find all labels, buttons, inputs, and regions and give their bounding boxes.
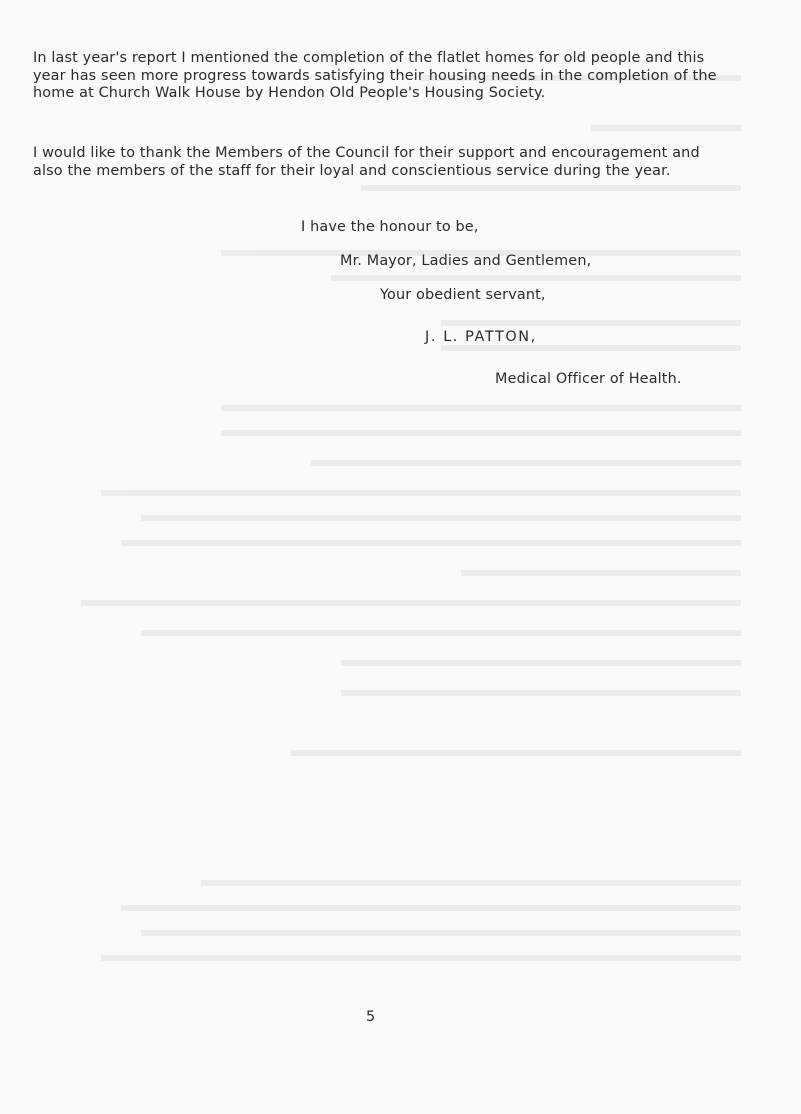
signature-title: Medical Officer of Health. bbox=[495, 371, 682, 387]
signature-name: J. L. PATTON, bbox=[425, 329, 537, 345]
closing-line-honour: I have the honour to be, bbox=[301, 219, 479, 235]
paragraph-housing: In last year's report I mentioned the completion of the flatlet homes for old people and this year has seen more progress towards satisfying their housing needs in the completion of the home at Church Walk House by Hendon Old People's Housing Society. bbox=[33, 50, 717, 101]
closing-line-salutation: Mr. Mayor, Ladies and Gentlemen, bbox=[340, 253, 592, 269]
closing-line-servant: Your obedient servant, bbox=[380, 287, 546, 303]
page-number: 5 bbox=[366, 1009, 376, 1025]
paragraph-thanks: I would like to thank the Members of the Council for their support and encouragement and also the members of the staff for their loyal and conscientious service during the year. bbox=[33, 145, 700, 179]
